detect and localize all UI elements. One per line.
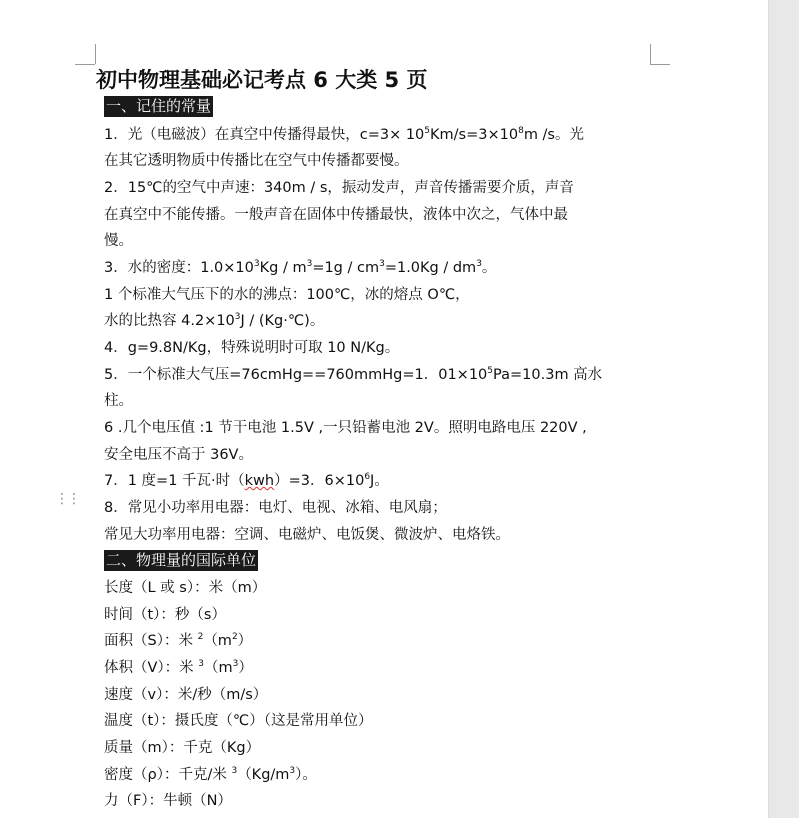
text-line: 面积（S）：米 $^2(m^2)$ [104,632,253,649]
drag-handle-icon[interactable]: ⋮⋮ [55,491,79,507]
text-line: 体积（V）：米 $^3(m^3)$ [104,659,253,676]
text-line: 常见大功率用电器：空调、电磁炉、电饭煲、微波炉、电烙铁。 [104,527,510,543]
text-line: 在其它透明物质中传播比在空气中传播都要慢。 [104,153,409,169]
text-line: 慢。 [104,233,133,249]
text-line: 在真空中不能传播。一般声音在固体中传播最快，液体中次之，气体中最 [104,207,568,223]
text-line: 2．15℃的空气中声速：340m / s，振动发声，声音传播需要介质，声音 [104,180,574,196]
text-line: 8．常见小功率用电器：电灯、电视、冰箱、电风扇； [104,500,447,516]
document-title: 初中物理基础必记考点 6 大类 5 页 [96,68,428,92]
text-line: 7．1 度=1 千瓦·时（kwh）=3．$6\times 10^6J$。 [104,472,389,489]
text-line: 安全电压不高于 36V。 [104,447,253,463]
page-corner-mark [650,44,651,64]
page-corner-mark [95,44,96,64]
page-corner-mark [650,64,670,65]
text-line: 4．g=9.8N/Kg，特殊说明时可取 10 N/Kg。 [104,340,400,356]
text-line: 水的比热容 $4.2\times 10^3J$ / (Kg·℃)。 [104,312,325,329]
text-line: 3．水的密度：$1.0\times 10^3Kg / m^3=1g / cm^3=1.0Kg / dm^3$。 [104,259,497,276]
text-line: 柱。 [104,393,133,409]
text-line: 质量（m）：千克（Kg） [104,740,261,756]
text-line: 时间（t）：秒（s） [104,607,226,623]
spellcheck-word[interactable]: kwh [244,473,275,489]
text-line: 密度（ρ）：千克/米 $^3(Kg/m^3)$。 [104,766,317,783]
text-line: 6 .几个电压值 :1 节干电池 1.5V ,一只铅蓄电池 2V。照明电路电压 220V , [104,420,587,436]
text-line: 长度（L 或 s）：米（m） [104,580,267,596]
text-line: 速度（v）：米/秒（m/s） [104,687,268,703]
text-line: 5．一个标准大气压=76cmHg==760mmHg=1．$01\times 10^5Pa=10.3m$ 高水 [104,366,603,383]
section-heading: 一、记住的常量 [106,97,212,115]
text-line: 力（F）：牛顿（N） [104,793,232,809]
page-corner-mark [75,64,95,65]
text-line: 温度（t）：摄氏度（℃）（这是常用单位） [104,713,373,729]
text-line: 1 个标准大气压下的水的沸点：100℃，冰的熔点 O℃， [104,287,470,303]
section-heading: 二、物理量的国际单位 [106,551,257,569]
editor-gutter [768,0,799,818]
text-line: 1．光（电磁波）在真空中传播得最快，$c=3\times 10^5Km/s=3\times 10^8m$ /s。光 [104,126,584,143]
